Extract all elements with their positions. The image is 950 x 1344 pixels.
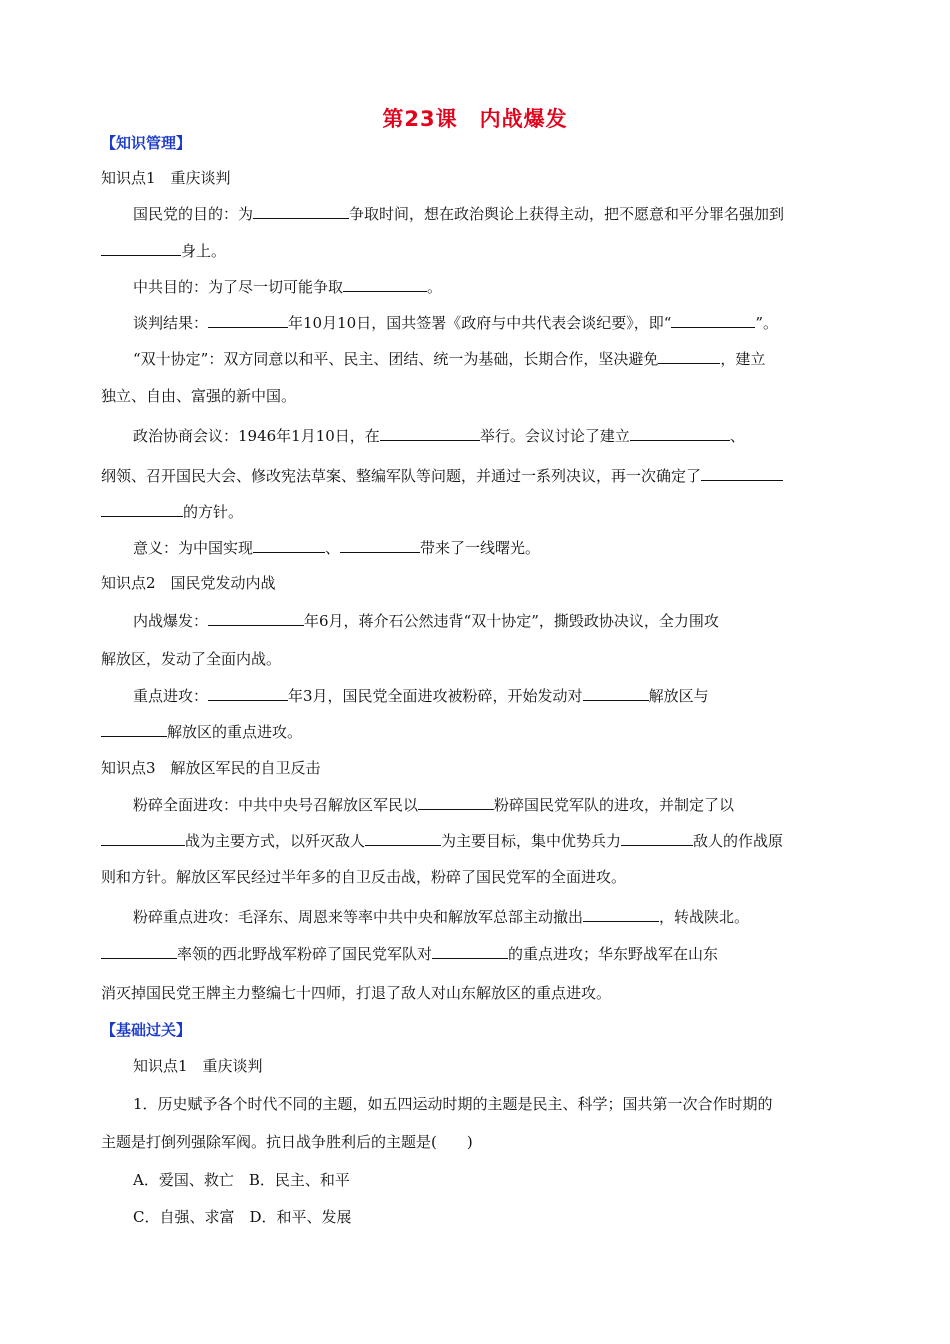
- kp2-line-4: [101, 721, 861, 742]
- kp1-line-10: [133, 537, 893, 558]
- fill-blank[interactable]: [671, 312, 755, 328]
- fill-blank[interactable]: [340, 537, 420, 553]
- text: 战为主要方式，以歼灭敌人: [185, 832, 366, 850]
- kp1-line-4: [133, 312, 893, 333]
- fill-blank[interactable]: [208, 610, 304, 626]
- text: 谈判结果：: [133, 314, 209, 332]
- kp2-line-2: 解放区，发动了全面内战。: [101, 650, 282, 668]
- question-1-options-cd[interactable]: C．自强、求富 D．和平、发展: [133, 1208, 352, 1226]
- page-title: 第23课 内战爆发: [382, 107, 568, 131]
- fill-blank[interactable]: [432, 943, 508, 959]
- fill-blank[interactable]: [583, 906, 659, 922]
- text: ”。: [755, 314, 779, 332]
- text: 。: [427, 278, 443, 296]
- fill-blank[interactable]: [101, 721, 167, 737]
- kp3-line-3: 则和方针。解放区军民经过半年多的自卫反击战，粉碎了国民党军的全面进攻。: [101, 868, 627, 886]
- fill-blank[interactable]: [701, 465, 783, 481]
- text: 解放区与: [648, 687, 709, 705]
- question-1-line-1: 1．历史赋予各个时代不同的主题，如五四运动时期的主题是民主、科学；国共第一次合作时期的: [133, 1095, 773, 1113]
- section-heading-knowledge: 【知识管理】: [101, 134, 192, 152]
- question-1-options-ab[interactable]: A．爱国、救亡 B．民主、和平: [133, 1171, 350, 1189]
- fill-blank[interactable]: [621, 830, 693, 846]
- text: 粉碎全面进攻：中共中央号召解放区军民以: [133, 796, 419, 814]
- kp2-heading: 知识点2 国民党发动内战: [101, 574, 276, 592]
- text: 的方针。: [183, 503, 244, 521]
- text: ，建立: [720, 350, 766, 368]
- text: 举行。会议讨论了建立: [479, 427, 630, 445]
- fill-blank[interactable]: [583, 685, 649, 701]
- text: 粉碎重点进攻：毛泽东、周恩来等率中共中央和解放军总部主动撤出: [133, 908, 584, 926]
- kp1-line-5: [133, 348, 893, 369]
- section-heading-basic: 【基础过关】: [101, 1021, 192, 1039]
- text: 政治协商会议：1946年1月10日，在: [133, 427, 380, 445]
- text: 国民党的目的：为: [133, 205, 254, 223]
- question-1-line-2: 主题是打倒列强除军阀。抗日战争胜利后的主题是( ): [101, 1133, 473, 1151]
- text: 重点进攻：: [133, 687, 209, 705]
- text: 敌人的作战原: [693, 832, 784, 850]
- kp3-line-1: [133, 794, 893, 815]
- kp1-line-9: [101, 501, 861, 522]
- text: 解放区的重点进攻。: [167, 723, 303, 741]
- fill-blank[interactable]: [365, 830, 441, 846]
- fill-blank[interactable]: [658, 348, 720, 364]
- kp3-line-6: 消灭掉国民党王牌主力整编七十四师，打退了敌人对山东解放区的重点进攻。: [101, 984, 612, 1002]
- fill-blank[interactable]: [101, 830, 185, 846]
- kp3-heading: 知识点3 解放区军民的自卫反击: [101, 759, 321, 777]
- kp1-line-7: [133, 425, 893, 446]
- fill-blank[interactable]: [343, 276, 427, 292]
- text: 带来了一线曙光。: [420, 539, 541, 557]
- text: 的重点进攻；华东野战军在山东: [508, 945, 719, 963]
- text: 意义：为中国实现: [133, 539, 254, 557]
- text: 年10月10日，国共签署《政府与中共代表会谈纪要》，即“: [288, 314, 672, 332]
- kp1-line-6: 独立、自由、富强的新中国。: [101, 387, 297, 405]
- kp3-line-5: [101, 943, 861, 964]
- text: “双十协定”：双方同意以和平、民主、团结、统一为基础，长期合作，坚决避免: [133, 350, 659, 368]
- text: 率领的西北野战军粉碎了国民党军队对: [177, 945, 433, 963]
- kp1-line-1: [133, 203, 893, 224]
- fill-blank[interactable]: [380, 425, 480, 441]
- basic-kp1-heading: 知识点1 重庆谈判: [133, 1057, 263, 1075]
- kp2-line-3: [133, 685, 893, 706]
- text: 内战爆发：: [133, 612, 209, 630]
- fill-blank[interactable]: [101, 240, 181, 256]
- fill-blank[interactable]: [253, 537, 325, 553]
- fill-blank[interactable]: [418, 794, 494, 810]
- text: 中共目的：为了尽一切可能争取: [133, 278, 344, 296]
- fill-blank[interactable]: [630, 425, 730, 441]
- kp1-heading: 知识点1 重庆谈判: [101, 169, 231, 187]
- text: 年3月，国民党全面进攻被粉碎，开始发动对: [288, 687, 583, 705]
- text: 年6月，蒋介石公然违背“双十协定”，撕毁政协决议，全力围攻: [304, 612, 719, 630]
- text: 身上。: [181, 242, 227, 260]
- kp1-line-3: [133, 276, 893, 297]
- text: 为主要目标，集中优势兵力: [441, 832, 622, 850]
- text: 、: [325, 539, 341, 557]
- kp1-line-2: [101, 240, 861, 261]
- text: 争取时间，想在政治舆论上获得主动，把不愿意和平分罪名强加到: [349, 205, 785, 223]
- text: 粉碎国民党军队的进攻，并制定了以: [494, 796, 735, 814]
- text: 、: [729, 427, 745, 445]
- kp1-line-8: [101, 465, 861, 486]
- kp3-line-4: [133, 906, 893, 927]
- fill-blank[interactable]: [253, 203, 349, 219]
- fill-blank[interactable]: [208, 312, 288, 328]
- kp3-line-2: [101, 830, 861, 851]
- text: 纲领、召开国民大会、修改宪法草案、整编军队等问题，并通过一系列决议，再一次确定了: [101, 467, 702, 485]
- text: ，转战陕北。: [659, 908, 750, 926]
- fill-blank[interactable]: [101, 501, 183, 517]
- fill-blank[interactable]: [208, 685, 288, 701]
- kp2-line-1: [133, 610, 893, 631]
- fill-blank[interactable]: [101, 943, 177, 959]
